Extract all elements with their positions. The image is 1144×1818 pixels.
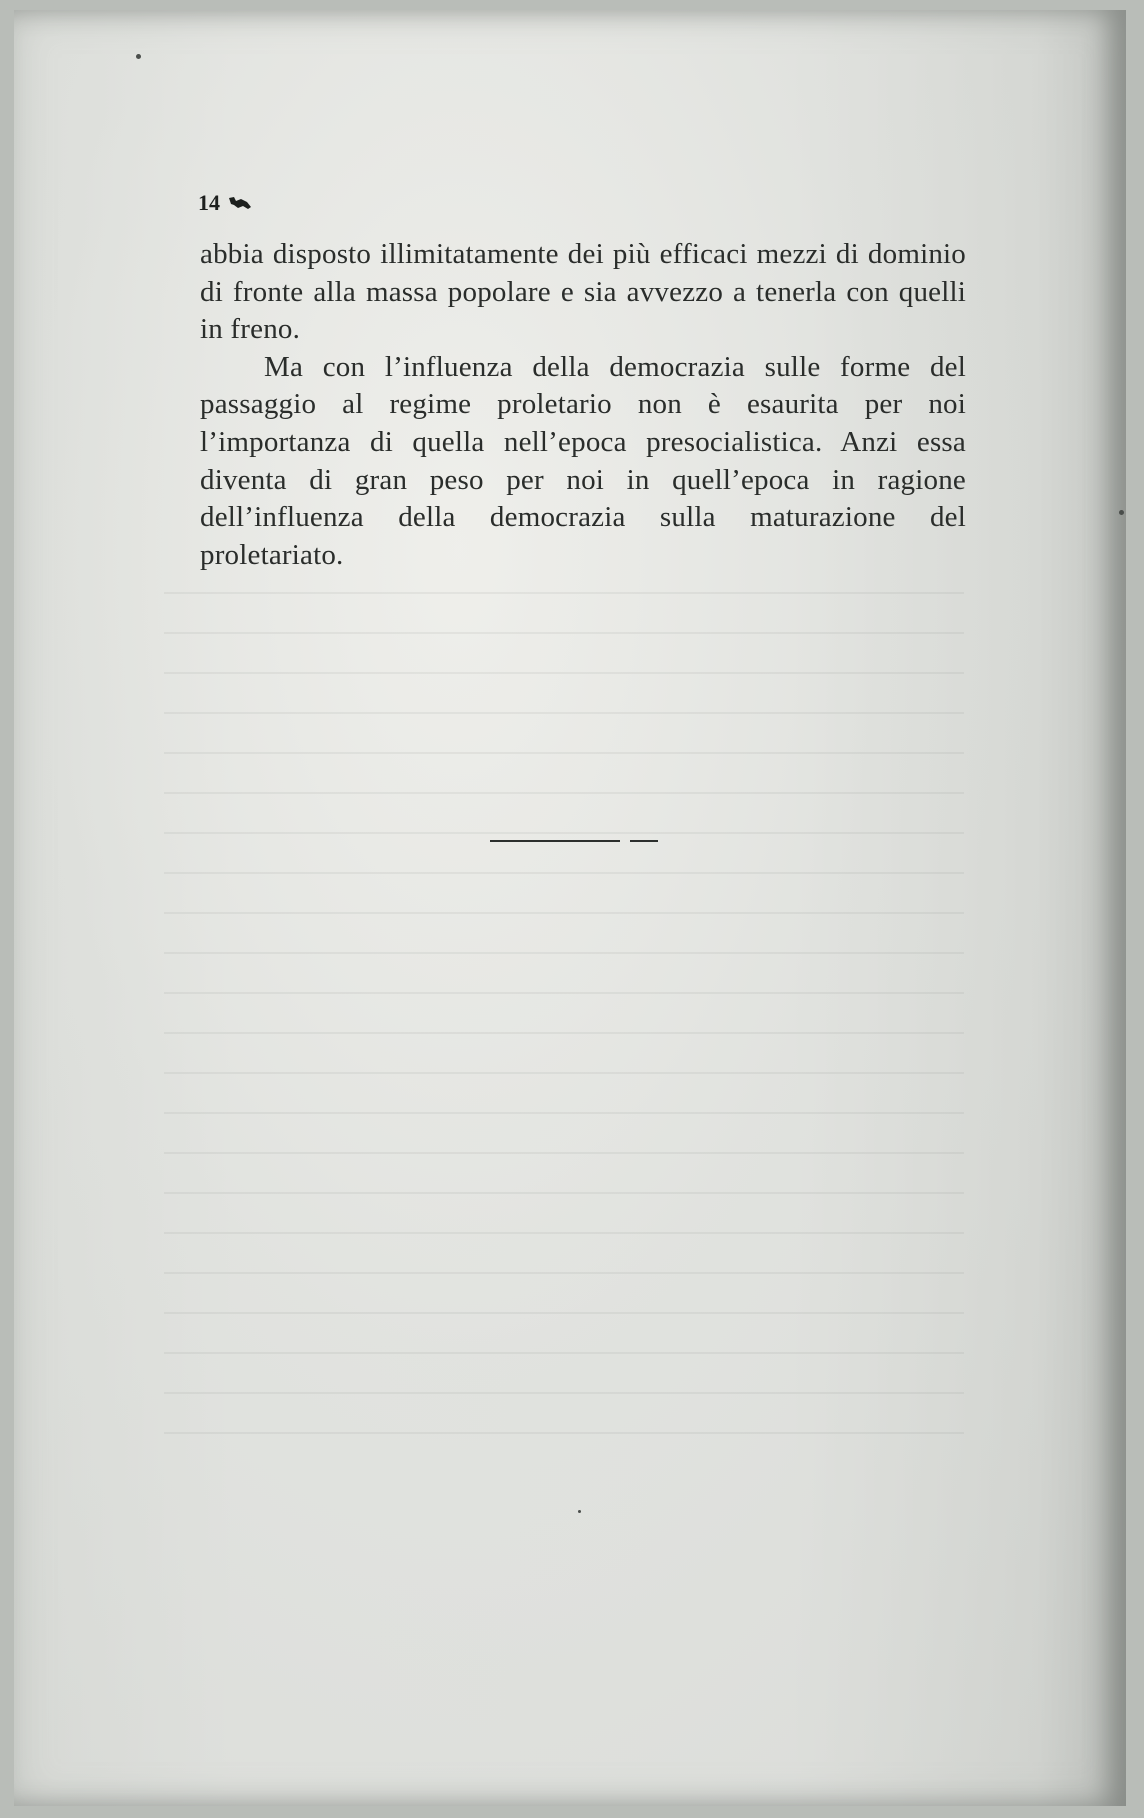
bleed-through-texture xyxy=(164,570,964,1470)
paragraph-continuation: abbia disposto illimitatamente dei più efficaci mezzi di dominio di fronte alla massa popolare e sia avvezzo a tenerla con quelli in freno. xyxy=(200,238,966,346)
paper-speck xyxy=(578,1510,581,1513)
rule-segment xyxy=(490,840,620,842)
section-end-rule xyxy=(490,840,658,842)
page-header xyxy=(198,190,252,216)
paper-speck xyxy=(136,54,141,59)
book-page xyxy=(14,10,1126,1806)
printer-ornament-icon xyxy=(228,195,252,211)
rule-segment xyxy=(630,840,658,842)
paragraph: Ma con l’influenza della democrazia sulle forme del passaggio al regime proletario non è esaurita per noi l’importanza di quella nell’epoca presocialistica. Anzi essa diventa di gran peso per noi in quell’epoca in ragione dell’influenza della democrazia sulla maturazione del proletariato. xyxy=(200,350,966,571)
page-number: 14 xyxy=(198,190,220,215)
paper-speck xyxy=(1119,510,1124,515)
body-text xyxy=(200,236,966,574)
